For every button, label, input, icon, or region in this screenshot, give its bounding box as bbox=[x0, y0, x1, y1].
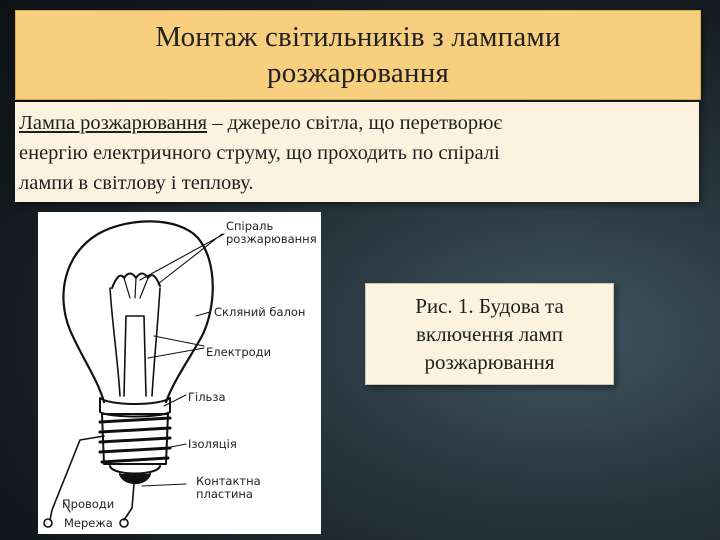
title-banner bbox=[15, 10, 701, 100]
definition-box bbox=[15, 102, 699, 202]
electrode-lines bbox=[110, 288, 160, 396]
leader-lines bbox=[64, 234, 224, 512]
caption-line-3: розжарювання bbox=[424, 350, 555, 374]
slide-title-line-1: Монтаж світильників з лампами bbox=[155, 21, 561, 53]
lamp-drawing bbox=[38, 212, 321, 534]
lamp-diagram bbox=[38, 212, 321, 534]
slide-title-line-2: розжарювання bbox=[267, 57, 449, 89]
label-wires: Проводи bbox=[62, 497, 115, 511]
label-glass-bulb: Скляний балон bbox=[214, 305, 306, 319]
glass-bulb-outline bbox=[63, 221, 212, 402]
definition-term: Лампа розжарювання bbox=[19, 112, 208, 134]
contact-tip bbox=[120, 474, 150, 483]
label-contact-line-1: Контактна bbox=[196, 474, 261, 488]
insulation-part bbox=[110, 466, 160, 474]
caption-line-2: включення ламп bbox=[415, 322, 564, 346]
caption-line-1: Рис. 1. Будова та bbox=[415, 294, 564, 318]
definition-text bbox=[19, 108, 691, 198]
definition-line-2: енергію електричного струму, що проходить по спіралі bbox=[19, 142, 500, 164]
screw-threads bbox=[100, 418, 170, 462]
definition-line-3: лампи в світлову і теплову. bbox=[19, 172, 254, 194]
terminal-left bbox=[44, 519, 52, 527]
label-network: Мережа bbox=[64, 516, 113, 530]
definition-line-1-rest: – джерело світла, що перетворює bbox=[207, 112, 503, 134]
filament-supports bbox=[124, 278, 148, 298]
label-spiral-line-1: Спіраль bbox=[226, 219, 274, 233]
label-spiral-line-2: розжарювання bbox=[226, 232, 317, 246]
figure-caption bbox=[365, 283, 614, 385]
label-insulation: Ізоляція bbox=[188, 437, 237, 451]
label-electrodes: Електроди bbox=[206, 345, 272, 359]
wire-right bbox=[124, 484, 134, 520]
label-contact-line-2: пластина bbox=[196, 487, 253, 501]
label-sleeve: Гільза bbox=[188, 390, 226, 404]
